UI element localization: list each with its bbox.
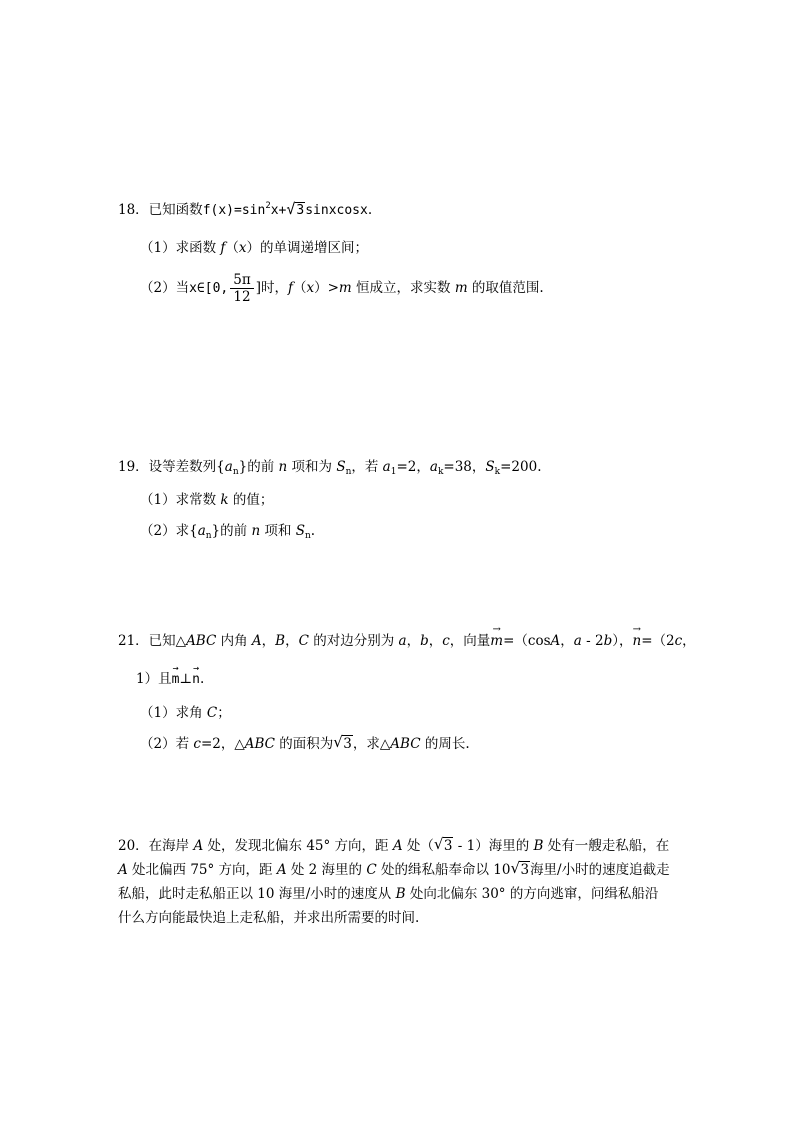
q21-part2: （2）若 c=2，△ABC 的面积为√ 3，求△ABC 的周长. (140, 734, 470, 754)
q20-line1: 20．在海岸 A 处，发现北偏东 45° 方向，距 A 处（√ 3 - 1）海里的 B 处有一艘走私船，在 (118, 836, 669, 856)
sqrt-symbol: √ 3 (434, 836, 454, 856)
q20-line3: 私船，此时走私船正以 10 海里/小时的速度从 B 处向北偏东 30° 的方向逃窜，问缉私船沿 (118, 886, 659, 902)
q19-part2: （2）求$\{a_n\}$的前 n 项和 $S_n$. (140, 523, 316, 541)
sqrt-symbol: √ 3 (333, 734, 353, 754)
vector-m: → m (172, 670, 180, 690)
q20-line2: A 处北偏西 75° 方向，距 A 处 2 海里的 C 处的缉私船奉命以 10√ 3海里/小时的速度追截走 (118, 860, 670, 880)
vector-n: → n (633, 631, 642, 651)
q18-part2: （2）当x∈[0, $\frac{5\pi}{12}$ ]时，f（x）>m 恒成立，求实数 m 的取值范围. (140, 272, 544, 305)
q18-formula: $f(x)=\sin^2x+√$ 3sinxcosx (203, 203, 368, 218)
q19-part1: （1）求常数 k 的值； (140, 492, 274, 508)
q18-title: 18．已知函数$f(x)=\sin^2x+√$ 3sinxcosx. (118, 200, 372, 221)
fraction-5pi-12: $\frac{5\pi}{12}$ (230, 272, 253, 305)
q21-line1: 21．已知△ABC 内角 A，B，C 的对边分别为 a，b，c，向量→ m=（cosA，a - 2b），→ n=（2c， (118, 631, 696, 651)
q21-line2: 1）且→ m⊥→ n. (136, 669, 204, 690)
q20-line4: 什么方向能最快追上走私船，并求出所需要的时间. (118, 910, 420, 926)
q18-part1: （1）求函数 f（x）的单调递增区间； (140, 240, 369, 256)
q21-part1: （1）求角 C； (140, 705, 231, 721)
sqrt-symbol: √ 3 (510, 860, 530, 880)
sqrt-symbol: √ 3 (286, 201, 305, 221)
vector-n: → n (192, 670, 200, 690)
vector-m: → m (490, 631, 503, 651)
q19-title: 19．设等差数列$\{a_n\}$的前 n 项和为 $S_n$，若 $a_1=2$，$a_k=38$，$S_k=200$. (118, 459, 542, 477)
